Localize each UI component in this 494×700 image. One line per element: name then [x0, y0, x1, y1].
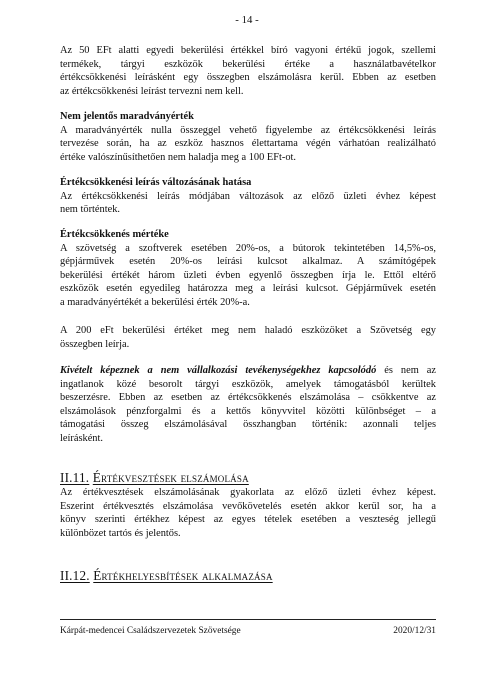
section-heading-impairment — [60, 470, 440, 486]
text-line: tervezése során, ha az eszköz hasznos élettartama végén várhatóan realizálható — [60, 138, 436, 150]
paragraph-impairment — [60, 486, 436, 540]
text-line: leírásként. — [60, 432, 103, 444]
paragraph-low-value-assets — [60, 44, 436, 98]
heading-residual-value: Nem jelentős maradványérték — [60, 111, 194, 122]
text-line: értéke valószínűsíthetően nem haladja meg a 100 EFt-ot. — [60, 151, 297, 163]
text-line: A 200 eFt bekerülési értéket meg nem haladó eszközöket a Szövetség egy — [60, 325, 436, 336]
text-line: nem történtek. — [60, 204, 121, 216]
paragraph-residual-value — [60, 110, 436, 164]
footer-divider — [60, 619, 436, 620]
heading-method-change: Értékcsökkenési leírás változásának hatása — [60, 177, 252, 188]
text-line: A maradványérték nulla összeggel vehető figyelembe az értékcsökkenési leírás — [60, 124, 436, 136]
text-line: a maradványértékét a bekerülési érték 20%-a. — [60, 296, 250, 308]
text-line: eszközök esetén egyedileg határozza meg a leírási kulcsot. Gépjárművek esetén — [60, 283, 436, 295]
paragraph-depreciation-rate — [60, 228, 436, 310]
exception-emphasis: Kivételt képeznek a nem vállalkozási tevékenységekhez kapcsolódó — [60, 365, 377, 376]
text-line: az értékcsökkenési leírást tervezni nem kell. — [60, 85, 244, 97]
text-line: ingatlanok közé besorolt tárgyi eszközök, amelyek támogatásból kerültek — [60, 378, 436, 390]
text-line: különbözet tartós és jelentős. — [60, 527, 181, 539]
text-line: bekerülési értékét három üzleti évben egyenlő összegben írja le. Ettől eltérő — [60, 269, 436, 281]
section-number: II.12. — [60, 568, 90, 583]
text-line: összegben leírja. — [60, 338, 130, 350]
paragraph-exception — [60, 364, 436, 446]
section-number: II.11. — [60, 470, 90, 485]
text-line: Eszerint értékvesztés elszámolása vevőkövetelés esetén akkor kerül sor, ha a — [60, 500, 436, 512]
text-line: beszerzésre. Ebben az esetben az értékcsökkenés elszámolása – csökkentve az — [60, 392, 436, 404]
page-number: - 14 - — [235, 14, 259, 26]
text-line: értékcsökkenési leírásként egy összegben elszámolásra kerül. Ebben az esetben — [60, 72, 436, 84]
text-line: A szövetség a szoftverek esetében 20%-os, a bútorok tekintetében 14,5%-os, — [60, 242, 436, 254]
text-line: Az értékvesztések elszámolásának gyakorlata az előző üzleti évhez képest. — [60, 487, 436, 498]
heading-depreciation-rate: Értékcsökkenés mértéke — [60, 229, 169, 240]
footer-date: 2020/12/31 — [393, 626, 436, 636]
text-line: támogatási összeg elszámolásával összhangban történik: azonnali teljes — [60, 419, 436, 431]
text-line: Az értékcsökkenési leírás módjában változások az előző üzleti évhez képest — [60, 190, 436, 202]
paragraph-threshold — [60, 324, 436, 351]
text-line — [60, 364, 436, 378]
text-line: termékek, tárgyi eszközök bekerülési értéke a használatbavételkor — [60, 58, 436, 70]
text-line: gépjárművek esetén 20%-os leírási kulcsot alkalmaz. A számítógépek — [60, 256, 436, 268]
exception-line-rest: és nem az — [376, 365, 436, 376]
section-title: Értékhelyesbítések alkalmazása — [93, 568, 273, 583]
section-heading-revaluation — [60, 568, 440, 584]
text-line: Az 50 EFt alatti egyedi bekerülési értékkel bíró vagyoni értékű jogok, szellemi — [60, 45, 436, 56]
section-title: Értékvesztések elszámolása — [92, 470, 249, 485]
footer-organization: Kárpát-medencei Családszervezetek Szövetsége — [60, 626, 241, 636]
paragraph-method-change — [60, 176, 436, 217]
text-line: könyv szerinti értékhez képest az egyes tételek esetében a veszteség jellegű — [60, 514, 436, 526]
text-line: elszámolások pénzforgalmi és a kettős könyvvitel közötti különbséget – a — [60, 405, 436, 417]
